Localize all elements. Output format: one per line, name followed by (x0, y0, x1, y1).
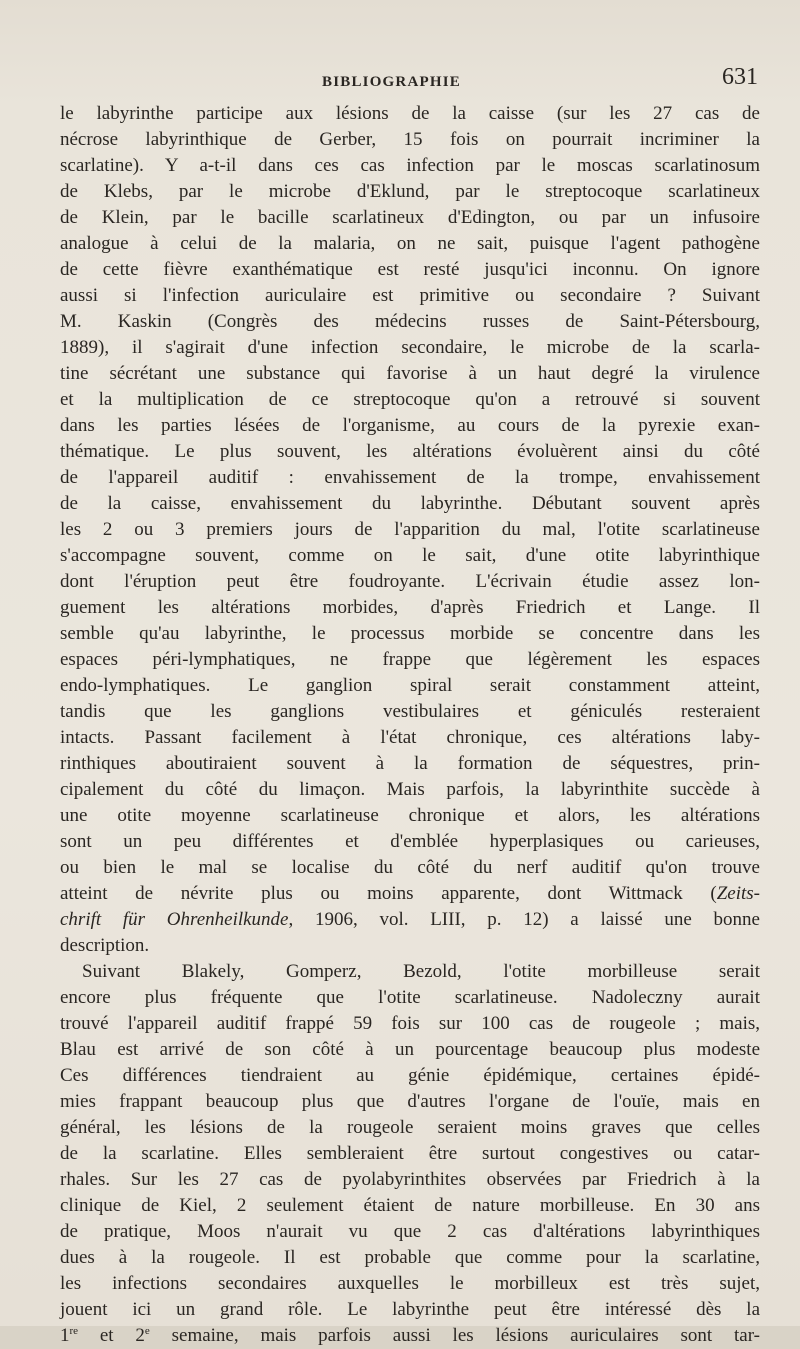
text-line: de Klein, par le bacille scarlatineux d'Edington, ou par un infusoire (60, 207, 760, 228)
text-line: de pratique, Moos n'aurait vu que 2 cas d'altérations labyrinthiques (60, 1221, 760, 1242)
text-line: dues à la rougeole. Il est probable que comme pour la scarlatine, (60, 1247, 760, 1268)
text-line: trouvé l'appareil auditif frappé 59 fois sur 100 cas de rougeole ; mais, (60, 1013, 760, 1034)
text-line: encore plus fréquente que l'otite scarlatineuse. Nadoleczny aurait (60, 987, 760, 1008)
text-line: général, les lésions de la rougeole seraient moins graves que celles (60, 1117, 760, 1138)
journal-title: chrift für Ohrenheilkunde (60, 909, 289, 930)
text-line: 1889), il s'agirait d'une infection secondaire, le microbe de la scarla- (60, 337, 760, 358)
text-line: 1re et 2e semaine, mais parfois aussi les lésions auriculaires sont tar- (60, 1325, 760, 1346)
text-line: atteint de névrite plus ou moins apparente, dont Wittmack (Zeits- (60, 883, 760, 904)
page-header (72, 62, 772, 102)
text-line: mies frappant beaucoup plus que d'autres l'organe de l'ouïe, mais en (60, 1091, 760, 1112)
running-head: BIBLIOGRAPHIE (322, 74, 461, 90)
ordinal-superscript: re (69, 1325, 79, 1337)
text-line: clinique de Kiel, 2 seulement étaient de nature morbilleuse. En 30 ans (60, 1195, 760, 1216)
text-line: Blau est arrivé de son côté à un pourcentage beaucoup plus modeste (60, 1039, 760, 1060)
text-line: semble qu'au labyrinthe, le processus morbide se concentre dans les (60, 623, 760, 644)
journal-title: Zeits- (716, 883, 760, 904)
text-line: de cette fièvre exanthématique est resté jusqu'ici inconnu. On ignore (60, 259, 760, 280)
text-line: et la multiplication de ce streptocoque qu'on a retrouvé si souvent (60, 389, 760, 410)
text-line: dont l'éruption peut être foudroyante. L'écrivain étudie assez lon- (60, 571, 760, 592)
text-line: cipalement du côté du limaçon. Mais parfois, la labyrinthite succède à (60, 779, 760, 800)
text-line: scarlatine). Y a-t-il dans ces cas infection par le moscas scarlatinosum (60, 155, 760, 176)
text-line: de la scarlatine. Elles sembleraient être surtout congestives ou catar- (60, 1143, 760, 1164)
text-line: intacts. Passant facilement à l'état chronique, ces altérations laby- (60, 727, 760, 748)
text-line: nécrose labyrinthique de Gerber, 15 fois on pourrait incriminer la (60, 129, 760, 150)
text-line: rinthiques aboutiraient souvent à la formation de séquestres, prin- (60, 753, 760, 774)
text-line-paragraph-start: Suivant Blakely, Gomperz, Bezold, l'otite morbilleuse serait (82, 961, 760, 982)
page-number: 631 (722, 64, 758, 90)
text-line: jouent ici un grand rôle. Le labyrinthe peut être intéressé dès la (60, 1299, 760, 1320)
text-line: de la caisse, envahissement du labyrinthe. Débutant souvent après (60, 493, 760, 514)
ordinal-superscript: e (144, 1325, 150, 1337)
text-line: endo-lymphatiques. Le ganglion spiral serait constamment atteint, (60, 675, 760, 696)
text-line: le labyrinthe participe aux lésions de la caisse (sur les 27 cas de (60, 103, 760, 124)
text-line: aussi si l'infection auriculaire est primitive ou secondaire ? Suivant (60, 285, 760, 306)
text-line: tine sécrétant une substance qui favorise à un haut degré la virulence (60, 363, 760, 384)
text-line: de Klebs, par le microbe d'Eklund, par le streptocoque scarlatineux (60, 181, 760, 202)
text-line: ou bien le mal se localise du côté du nerf auditif qu'on trouve (60, 857, 760, 878)
text-line: Ces différences tiendraient au génie épidémique, certaines épidé- (60, 1065, 760, 1086)
text-line: une otite moyenne scarlatineuse chronique et alors, les altérations (60, 805, 760, 826)
text-line: sont un peu différentes et d'emblée hyperplasiques ou carieuses, (60, 831, 760, 852)
body-text (60, 101, 760, 1349)
text-line: les 2 ou 3 premiers jours de l'apparition du mal, l'otite scarlatineuse (60, 519, 760, 540)
text-line: thématique. Le plus souvent, les altérations évoluèrent ainsi du côté (60, 441, 760, 462)
text-line: tandis que les ganglions vestibulaires et géniculés resteraient (60, 701, 760, 722)
text-line: espaces péri-lymphatiques, ne frappe que légèrement les espaces (60, 649, 760, 670)
text-line-paragraph-end: description. (60, 935, 150, 956)
text-line: les infections secondaires auxquelles le morbilleux est très sujet, (60, 1273, 760, 1294)
text-line: M. Kaskin (Congrès des médecins russes de Saint-Pétersbourg, (60, 311, 760, 332)
text-line: dans les parties lésées de l'organisme, au cours de la pyrexie exan- (60, 415, 760, 436)
text-line: rhales. Sur les 27 cas de pyolabyrinthites observées par Friedrich à la (60, 1169, 760, 1190)
text-line: guement les altérations morbides, d'après Friedrich et Lange. Il (60, 597, 760, 618)
text-line: chrift für Ohrenheilkunde, 1906, vol. LIII, p. 12) a laissé une bonne (60, 909, 760, 930)
text-line: analogue à celui de la malaria, on ne sait, puisque l'agent pathogène (60, 233, 760, 254)
text-line: de l'appareil auditif : envahissement de la trompe, envahissement (60, 467, 760, 488)
text-line: s'accompagne souvent, comme on le sait, d'une otite labyrinthique (60, 545, 760, 566)
